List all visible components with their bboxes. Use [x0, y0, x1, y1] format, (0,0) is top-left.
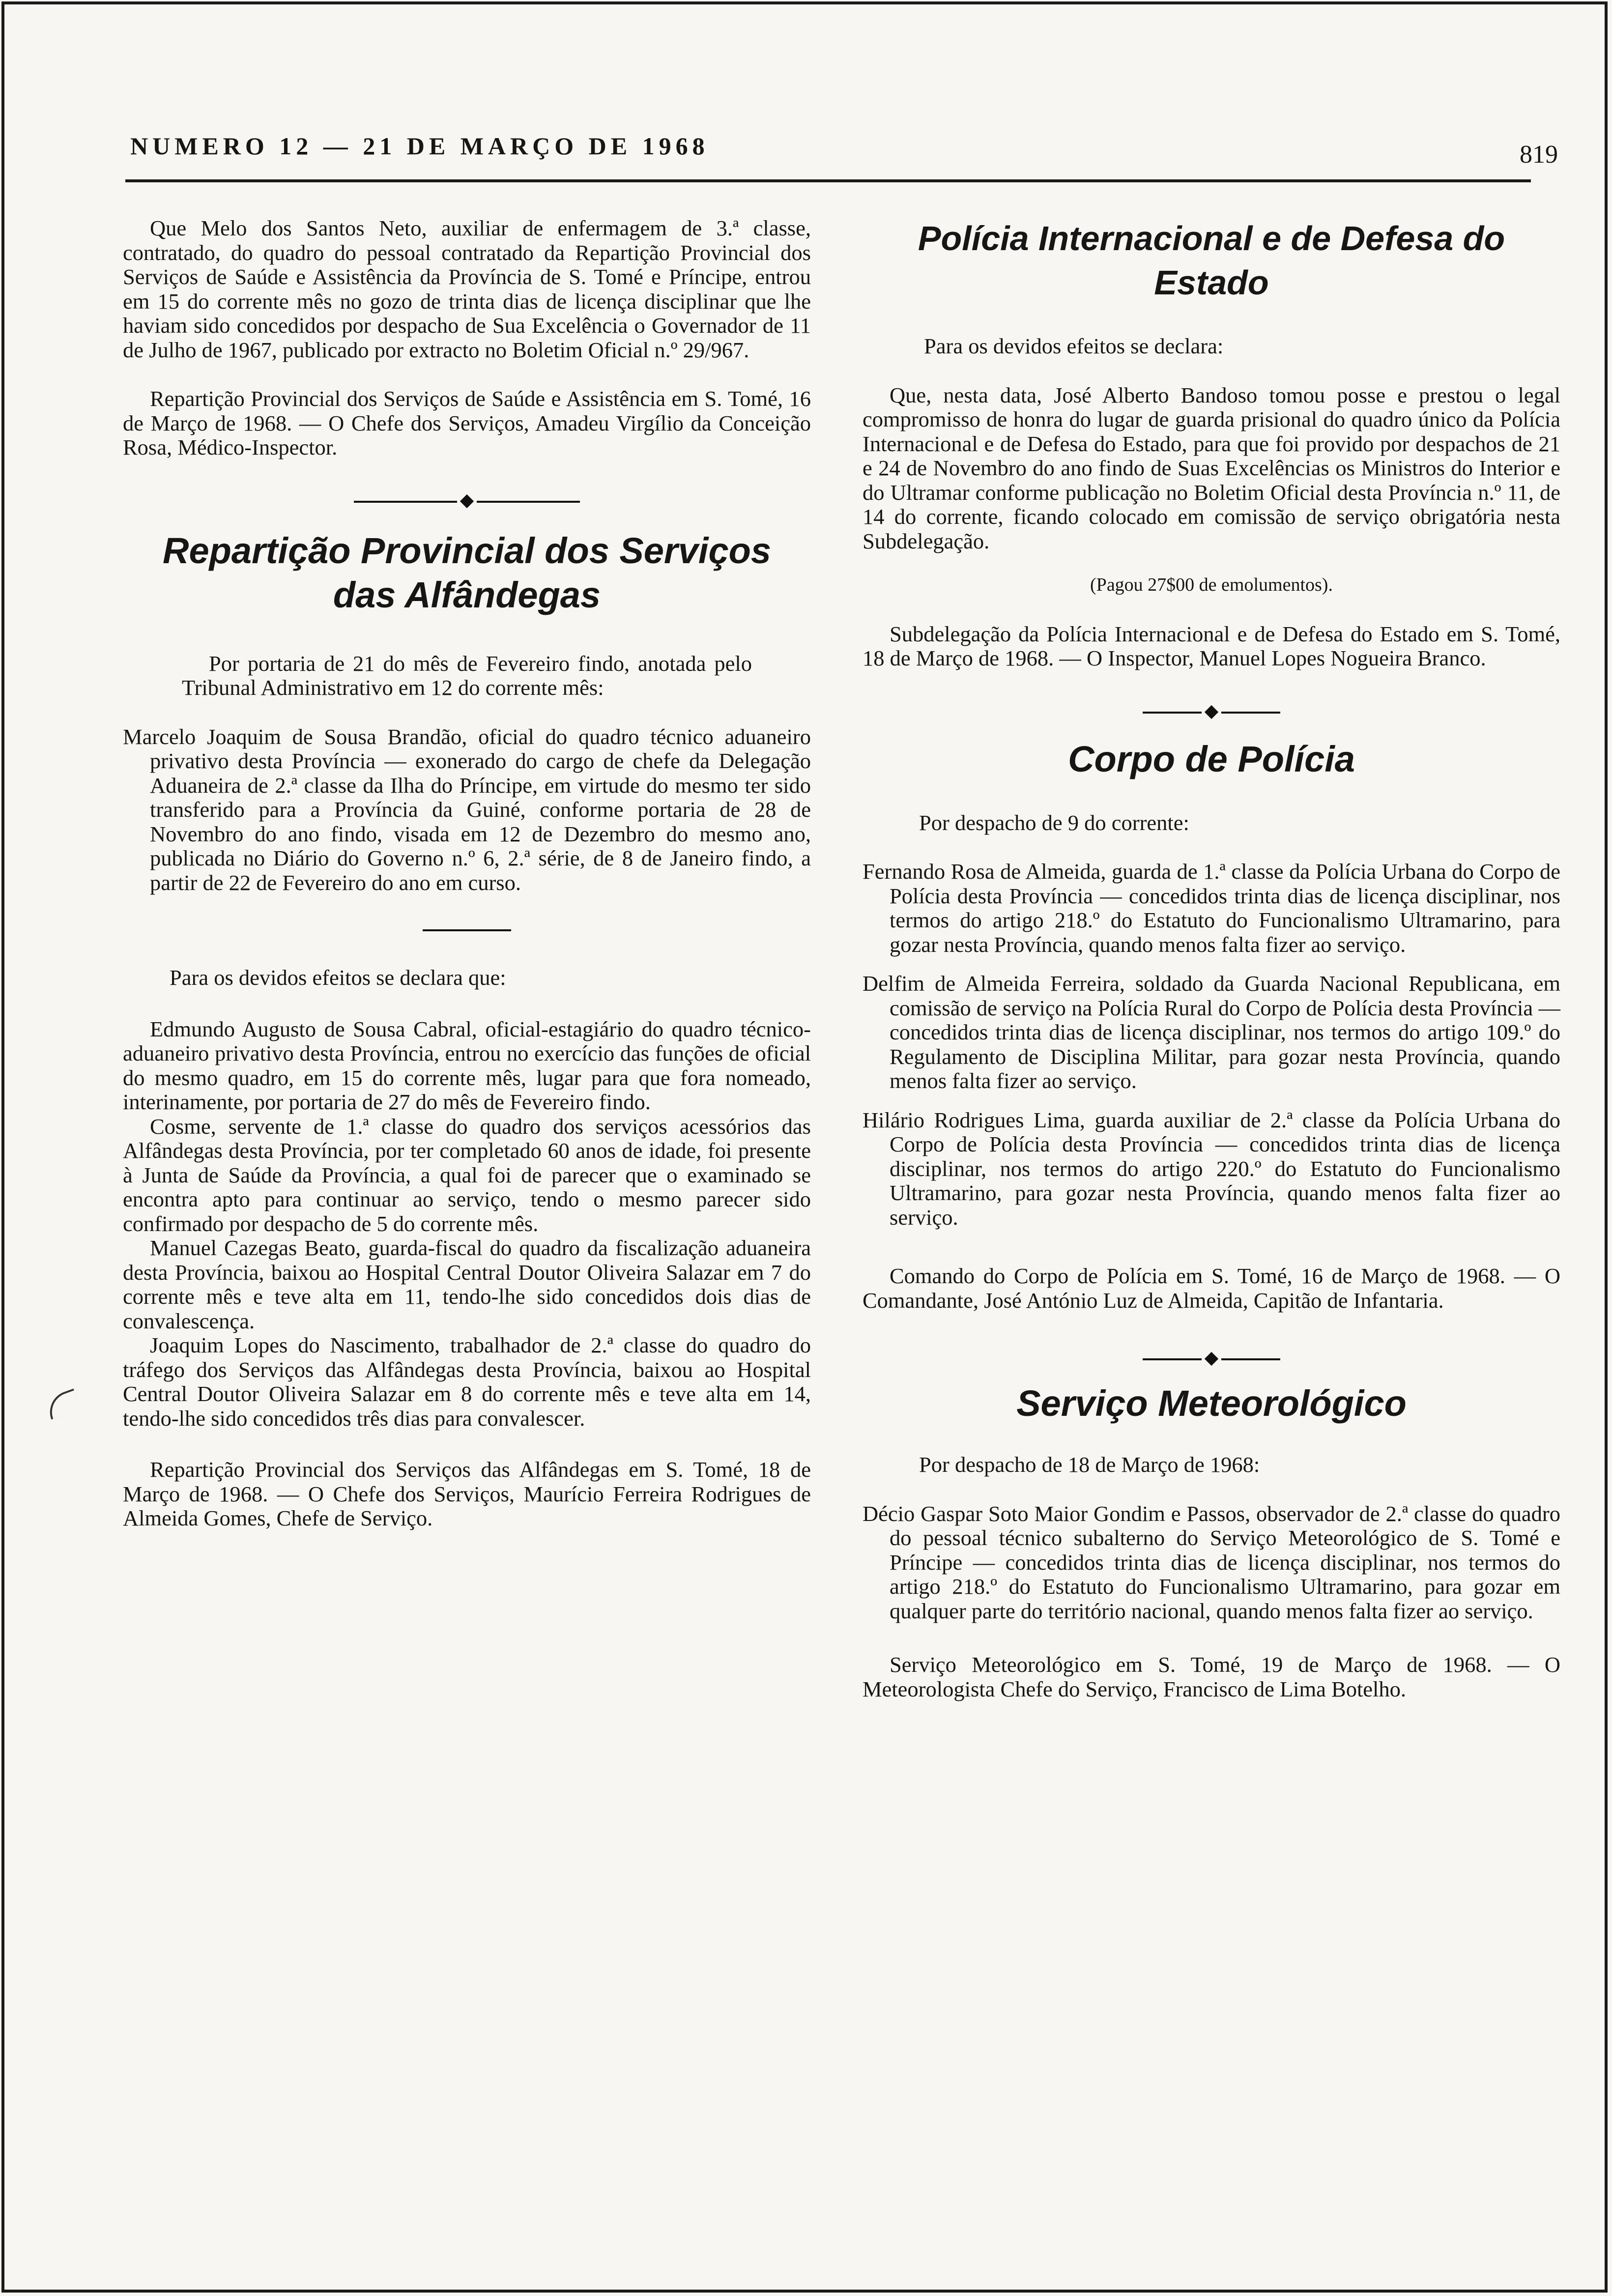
edmundo-notice: Edmundo Augusto de Sousa Cabral, oficial-estagiário do quadro técnico-aduaneiro privativo desta Província, entrou no exercício das funções de oficial do mesmo quadro, em 15 do corrente mês, lugar para que fora nomeado, interinamente, por portaria de 27 do mês de Fevereiro findo.: [123, 1016, 811, 1114]
short-divider: [423, 929, 511, 931]
alfandegas-title-line-1: Repartição Provincial dos Serviços: [163, 530, 771, 571]
running-head: NUMERO 12 — 21 DE MARÇO DE 1968: [130, 132, 709, 160]
cosme-notice: Cosme, servente de 1.ª classe do quadro dos serviços acessórios das Alfândegas desta Província, por ter completado 60 anos de idade, foi presente à Junta de Saúde da Província, a qual foi de parecer que o examinado se encontra apto para continuar ao serviço, tendo o mesmo parecer sido confirmado por despacho de 5 do corrente mês.: [123, 1114, 811, 1236]
header-rule: [125, 179, 1531, 182]
pide-signature: Subdelegação da Polícia Internacional e de Defesa do Estado em S. Tomé, 18 de Março de 1968. — O Inspector, Manuel Lopes Nogueira Branco.: [863, 621, 1560, 670]
hilario-notice: Hilário Rodrigues Lima, guarda auxiliar de 2.ª classe da Polícia Urbana do Corpo de Polícia desta Província — concedidos trinta dias de licença disciplinar, nos termos do artigo 220.º do Estatuto do Funcionalismo Ultramarino, para gozar nesta Província, quando menos falta fizer ao serviço.: [863, 1107, 1560, 1230]
pide-fee: (Pagou 27$00 de emolumentos).: [1090, 574, 1333, 595]
saude-notice: Que Melo dos Santos Neto, auxiliar de enfermagem de 3.ª classe, contratado, do quadro do pessoal contratado da Repartição Provincial dos Serviços de Saúde e Assistência da Província de S. Tomé e Príncipe, entrou em 15 do corrente mês no gozo de trinta dias de licença disciplinar que lhe haviam sido concedidos por despacho de Sua Excelência o Governador de 11 de Julho de 1967, publicado por extracto no Boletim Oficial n.º 29/967.: [123, 216, 811, 362]
policia-intro: Por despacho de 9 do corrente:: [919, 810, 1189, 835]
manuel-notice: Manuel Cazegas Beato, guarda-fiscal do quadro da fiscalização aduaneira desta Província, baixou ao Hospital Central Doutor Oliveira Salazar em 7 do corrente mês e teve alta em 11, tendo-lhe sido concedidos dois dias de convalescença.: [123, 1235, 811, 1333]
joaquim-notice: Joaquim Lopes do Nascimento, trabalhador de 2.ª classe do quadro do tráfego dos Serviços das Alfândegas desta Província, baixou ao Hospital Central Doutor Oliveira Salazar em 8 do corrente mês e teve alta em 14, tendo-lhe sido concedidos três dias para convalescer.: [123, 1333, 811, 1431]
left-column: [123, 216, 811, 1531]
decio-notice: Décio Gaspar Soto Maior Gondim e Passos, observador de 2.ª classe do quadro do pessoal técnico subalterno do Serviço Meteorológico de S. Tomé e Príncipe — concedidos trinta dias de licença disciplinar, nos termos do artigo 218.º do Estatuto do Funcionalismo Ultramarino, para gozar em qualquer parte do território nacional, quando menos falta fizer ao serviço.: [863, 1501, 1560, 1623]
page-number: 819: [1520, 141, 1558, 169]
section-divider: [1143, 705, 1280, 720]
alfandegas-title-line-2: das Alfândegas: [333, 574, 601, 615]
pide-title: Polícia Internacional e de Defesa do Estado: [918, 219, 1505, 302]
pide-intro: Para os devidos efeitos se declara:: [924, 334, 1224, 358]
marcelo-exoneration: Marcelo Joaquim de Sousa Brandão, oficial do quadro técnico aduaneiro privativo desta Província — exonerado do cargo de chefe da Delegação Aduaneira de 2.ª classe da Ilha do Príncipe, em virtude do mesmo ter sido transferido para a Província da Guiné, conforme portaria de 28 de Novembro do ano findo, visada em 12 de Dezembro do mesmo ano, publicada no Diário do Governo n.º 6, 2.ª série, de 8 de Janeiro findo, a partir de 22 de Fevereiro do ano em curso.: [123, 724, 811, 895]
pide-notice: Que, nesta data, José Alberto Bandoso tomou posse e prestou o legal compromisso de honra do lugar de guarda prisional do quadro único da Polícia Internacional e de Defesa do Estado, para que foi provido por despachos de 21 e 24 de Novembro do ano findo de Suas Excelências os Ministros do Interior e do Ultramar conforme publicação no Boletim Oficial desta Província n.º 11, de 14 do corrente, ficando colocado em comissão de serviço obrigatória nesta Subdelegação.: [863, 382, 1560, 553]
right-column: [863, 216, 1560, 1701]
meteo-intro: Por despacho de 18 de Março de 1968:: [919, 1452, 1260, 1477]
declara-intro: Para os devidos efeitos se declara que:: [170, 965, 506, 990]
meteorologico-title: Serviço Meteorológico: [1016, 1383, 1407, 1424]
section-divider: [354, 494, 580, 509]
fernando-notice: Fernando Rosa de Almeida, guarda de 1.ª classe da Polícia Urbana do Corpo de Polícia desta Província — concedidos trinta dias de licença disciplinar, nos termos do artigo 218.º do Estatuto do Funcionalismo Ultramarino, para gozar nesta Província, quando menos falta fizer ao serviço.: [863, 859, 1560, 957]
policia-signature: Comando do Corpo de Polícia em S. Tomé, 16 de Março de 1968. — O Comandante, José António Luz de Almeida, Capitão de Infantaria.: [863, 1263, 1560, 1313]
delfim-notice: Delfim de Almeida Ferreira, soldado da Guarda Nacional Republicana, em comissão de serviço na Polícia Rural do Corpo de Polícia desta Província — concedidos trinta dias de licença disciplinar, nos termos do artigo 109.º do Regulamento de Disciplina Militar, para gozar nesta Província, quando menos falta fizer ao serviço.: [863, 971, 1560, 1093]
alfandegas-signature: Repartição Provincial dos Serviços das Alfândegas em S. Tomé, 18 de Março de 1968. — O Chefe dos Serviços, Maurício Ferreira Rodrigues de Almeida Gomes, Chefe de Serviço.: [123, 1457, 811, 1530]
meteo-signature: Serviço Meteorológico em S. Tomé, 19 de Março de 1968. — O Meteorologista Chefe do Serviço, Francisco de Lima Botelho.: [863, 1652, 1560, 1701]
corpo-policia-title: Corpo de Polícia: [1068, 738, 1355, 779]
saude-signature: Repartição Provincial dos Serviços de Saúde e Assistência em S. Tomé, 16 de Março de 1968. — O Chefe dos Serviços, Amadeu Virgílio da Conceição Rosa, Médico-Inspector.: [123, 386, 811, 459]
portaria-intro: Por portaria de 21 do mês de Fevereiro findo, anotada pelo Tribunal Administrativo em 12 do corrente mês:: [182, 651, 752, 700]
alfandegas-title: [123, 529, 811, 617]
section-divider: [1143, 1352, 1280, 1367]
